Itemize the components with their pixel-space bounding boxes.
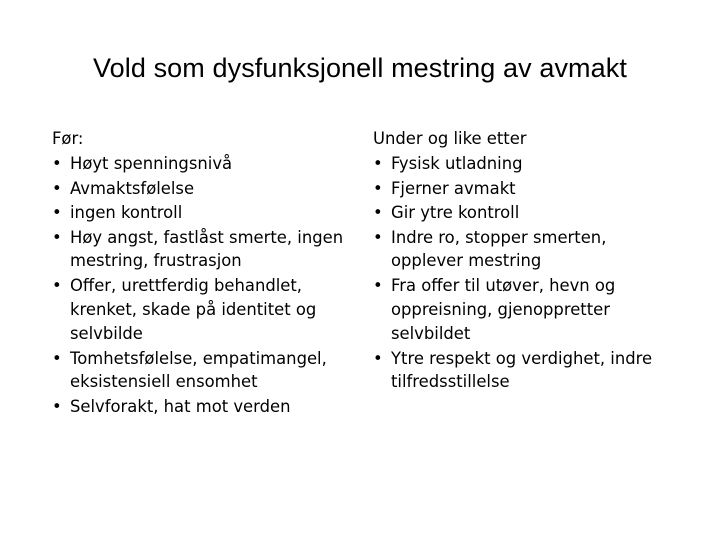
list-item-text: Høy angst, fastlåst smerte, ingen [70, 227, 344, 247]
bullet-icon: • [373, 227, 383, 247]
bullet-icon: • [52, 203, 62, 222]
bullet-icon: • [52, 154, 62, 173]
during-after-heading: Under og like etter [373, 129, 527, 148]
list-item-text: Fysisk utladning [391, 154, 523, 173]
list-item [373, 201, 678, 225]
bullet-icon: • [373, 178, 383, 198]
list-item [52, 395, 344, 419]
list-item [373, 347, 678, 395]
before-list [52, 152, 344, 419]
list-item-text: krenket, skade på identitet og [70, 299, 317, 319]
list-item [373, 274, 678, 346]
list-item [373, 152, 678, 176]
bullet-icon: • [52, 276, 62, 295]
list-item-text: opplever mestring [391, 251, 542, 270]
list-item [52, 177, 344, 201]
bullet-icon: • [373, 203, 383, 222]
list-item-text: eksistensiell ensomhet [70, 372, 258, 391]
bullet-icon: • [373, 154, 383, 173]
list-item-text: Fra offer til utøver, hevn og [391, 276, 616, 295]
bullet-icon: • [52, 178, 62, 198]
bullet-icon: • [373, 348, 383, 368]
list-item-text: selvbildet [391, 323, 471, 343]
bullet-icon: • [52, 348, 62, 368]
list-item-text: tilfredsstillelse [391, 372, 510, 391]
list-item [52, 152, 344, 176]
during-after-column [373, 126, 678, 395]
before-heading: Før: [52, 129, 84, 148]
bullet-icon: • [52, 397, 62, 416]
list-item-text: Selvforakt, hat mot verden [70, 397, 291, 416]
bullet-icon: • [373, 276, 383, 295]
list-item-text: Indre ro, stopper smerten, [391, 227, 607, 247]
before-column [52, 126, 344, 420]
list-item-text: ingen kontroll [70, 203, 183, 222]
list-item [373, 226, 678, 274]
list-item-text: mestring, frustrasjon [70, 251, 242, 270]
list-item-text: Gir ytre kontroll [391, 203, 520, 222]
list-item-text: Fjerner avmakt [391, 178, 516, 198]
list-item-text: selvbilde [70, 323, 143, 343]
list-item [52, 201, 344, 225]
list-item [52, 347, 344, 395]
list-item [52, 274, 344, 346]
list-item-text: Tomhetsfølelse, empatimangel, [70, 348, 327, 368]
bullet-icon: • [52, 227, 62, 247]
list-item-text: Avmaktsfølelse [70, 178, 195, 198]
list-item-text: Høyt spenningsnivå [70, 154, 233, 173]
list-item [373, 177, 678, 201]
list-item-text: oppreisning, gjenoppretter [391, 299, 610, 319]
slide-title: Vold som dysfunksjonell mestring av avmakt [93, 53, 627, 83]
list-item-text: Ytre respekt og verdighet, indre [391, 348, 653, 368]
list-item [52, 226, 344, 274]
list-item-text: Offer, urettferdig behandlet, [70, 276, 303, 295]
during-after-list [373, 152, 678, 394]
